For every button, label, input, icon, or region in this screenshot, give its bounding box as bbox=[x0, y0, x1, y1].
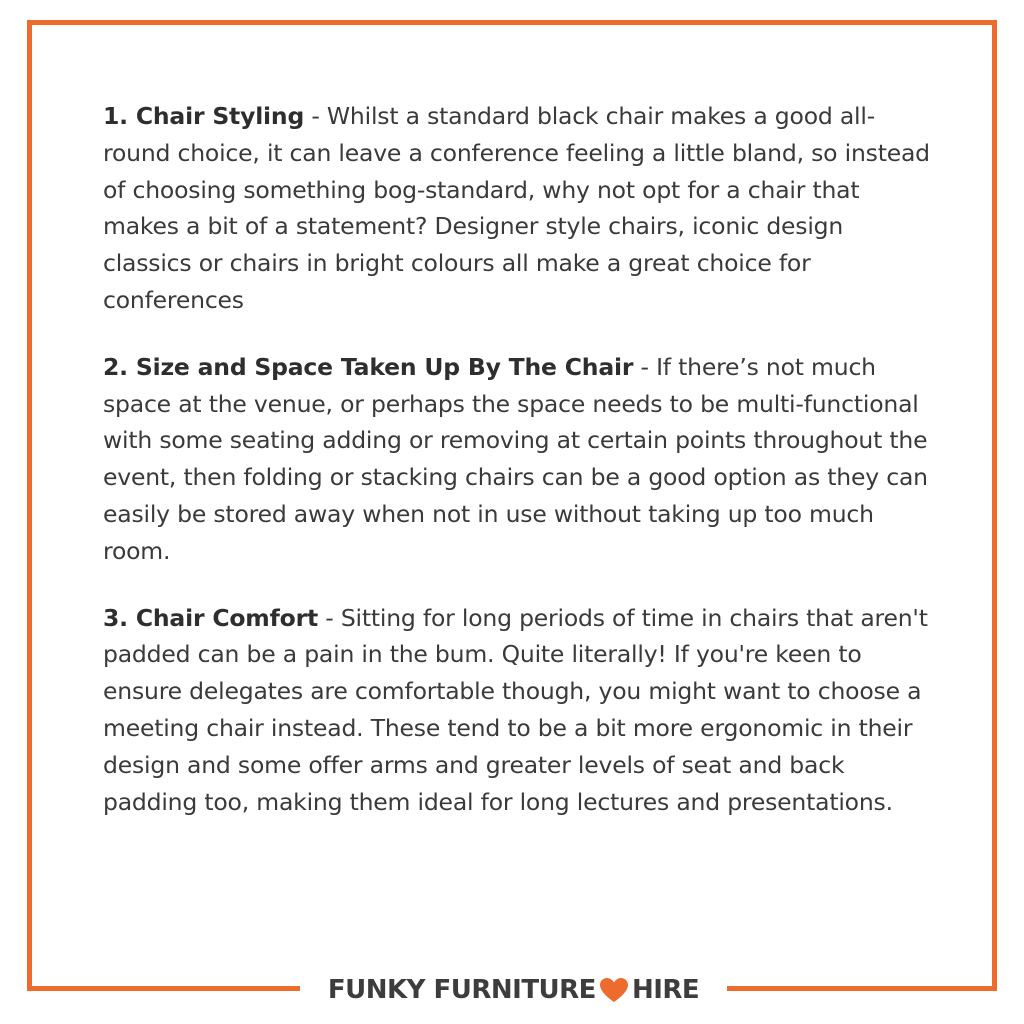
frame-border-left bbox=[27, 20, 32, 991]
paragraph-text: - If there’s not much space at the venue, or perhaps the space needs to be multi-functional with some seating adding or removing at certain points throughout the event, then folding or stacking chairs can be a good option as they can easily be stored away when not in use without taking up too much room. bbox=[103, 352, 928, 565]
article-body bbox=[103, 98, 933, 850]
heart-icon bbox=[599, 977, 629, 1003]
frame-border-top bbox=[27, 20, 997, 25]
brand-logo bbox=[300, 970, 727, 1010]
paragraph-size-space bbox=[103, 349, 933, 570]
frame-border-bottom-left bbox=[27, 986, 300, 991]
paragraph-text: - Whilst a standard black chair makes a good all-round choice, it can leave a conference feeling a little bland, so instead of choosing something bog-standard, why not opt for a chair that makes a bit of a statement? Designer style chairs, iconic design classics or chairs in bright colours all make a great choice for conferences bbox=[103, 102, 930, 314]
paragraph-heading: 2. Size and Space Taken Up By The Chair bbox=[103, 352, 634, 381]
frame-border-bottom-right bbox=[727, 986, 997, 991]
paragraph-heading: 1. Chair Styling bbox=[103, 102, 305, 130]
paragraph-heading: 3. Chair Comfort bbox=[103, 603, 318, 632]
brand-name-part1: FUNKY FURNITURE bbox=[327, 975, 596, 1005]
paragraph-chair-comfort bbox=[103, 600, 933, 821]
brand-name-part2: HIRE bbox=[631, 975, 700, 1005]
paragraph-chair-styling bbox=[103, 98, 933, 319]
paragraph-text: - Sitting for long periods of time in chairs that aren't padded can be a pain in the bum. Quite literally! If you're keen to ensure delegates are comfortable though, you might want to choose a meeting chair instead. These tend to be a bit more ergonomic in their design and some offer arms and greater levels of seat and back padding too, making them ideal for long lectures and presentations. bbox=[103, 603, 928, 816]
frame-border-right bbox=[992, 20, 997, 991]
